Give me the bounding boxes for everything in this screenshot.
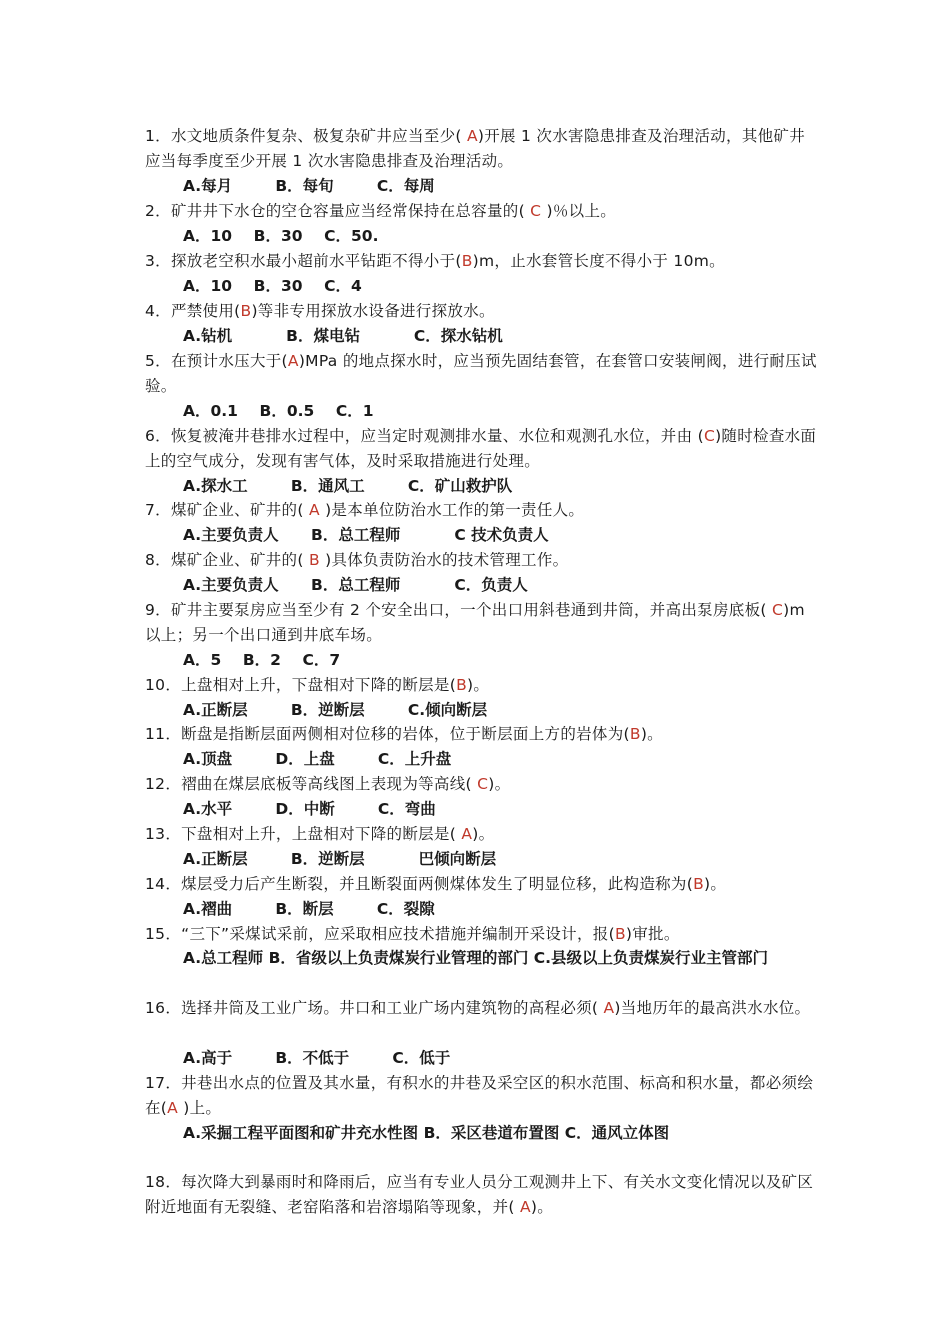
answer-12: C [477,775,489,793]
options-8: A.主要负责人 B．总工程师 C．负责人 [183,576,528,594]
question-8: 8．煤矿企业、矿井的( B )具体负责防治水的技术管理工作。 [145,551,569,569]
answer-16: A [603,999,615,1017]
question-18: 18．每次降大到暴雨时和降雨后，应当有专业人员分工观测井上下、有关水文变化情况以及矿区附近地面有无裂缝、老窑陷落和岩溶塌陷等现象，并( A)。 [145,1173,814,1216]
answer-15: B [614,925,626,943]
answer-13: A [461,825,473,843]
question-7: 7．煤矿企业、矿井的( A )是本单位防治水工作的第一责任人。 [145,501,585,519]
question-4: 4．严禁使用(B)等非专用探放水设备进行探放水。 [145,302,495,320]
question-3: 3．探放老空积水最小超前水平钻距不得小于(B)m，止水套管长度不得小于 10m。 [145,252,725,270]
question-2: 2．矿井井下水仓的空仓容量应当经常保持在总容量的( C )％以上。 [145,202,617,220]
options-14: A.褶曲 B．断层 C．裂隙 [183,900,435,918]
question-6: 6．恢复被淹井巷排水过程中，应当定时观测排水量、水位和观测孔水位，并由 (C)随时检查水面上的空气成分，发现有害气体，及时采取措施进行处理。 [145,427,817,470]
answer-8: B [308,551,320,569]
question-10: 10．上盘相对上升，下盘相对下降的断层是(B)。 [145,676,490,694]
options-15: A.总工程师 B．省级以上负责煤炭行业管理的部门 C.县级以上负责煤炭行业主管部门 [183,949,769,967]
answer-10: B [456,676,468,694]
options-13: A.正断层 B．逆断层 巴倾向断层 [183,850,497,868]
options-9: A．5 B．2 C．7 [183,651,341,669]
answer-5: A [287,352,299,370]
options-12: A.水平 D．中断 C．弯曲 [183,800,436,818]
options-2: A．10 B．30 C．50. [183,227,379,245]
question-12: 12．褶曲在煤层底板等高线图上表现为等高线( C)。 [145,775,511,793]
answer-17: A [167,1099,179,1117]
options-3: A．10 B．30 C．4 [183,277,362,295]
question-15: 15．“三下”采煤试采前，应采取相应技术措施并编制开采设计，报(B)审批。 [145,925,680,943]
question-14: 14．煤层受力后产生断裂，并且断裂面两侧煤体发生了明显位移，此构造称为(B)。 [145,875,727,893]
answer-2: C [524,202,547,220]
options-1: A.每月 B．每旬 C．每周 [183,177,435,195]
question-16: 16．选择井筒及工业广场。井口和工业广场内建筑物的高程必须( A)当地历年的最高洪水水位。 [145,999,811,1017]
question-11: 11．断盘是指断层面两侧相对位移的岩体，位于断层面上方的岩体为(B)。 [145,725,663,743]
options-7: A.主要负责人 B．总工程师 C 技术负责人 [183,526,549,544]
answer-14: B [693,875,705,893]
answer-18: A [519,1198,531,1216]
options-5: A．0.1 B．0.5 C．1 [183,402,374,420]
answer-4: B [240,302,252,320]
answer-11: B [629,725,641,743]
options-11: A.顶盘 D．上盘 C．上升盘 [183,750,452,768]
options-17: A.采掘工程平面图和矿井充水性图 B．采区巷道布置图 C．通风立体图 [183,1124,670,1142]
answer-6: C [703,427,716,445]
answer-3: B [461,252,473,270]
options-6: A.探水工 B．通风工 C．矿山救护队 [183,477,513,495]
question-17: 17．井巷出水点的位置及其水量，有积水的井巷及采空区的积水范围、标高和积水量，都必须绘在(A )上。 [145,1074,814,1117]
options-16: A.高于 B．不低于 C．低于 [183,1049,451,1067]
options-4: A.钻机 B．煤电钻 C．探水钻机 [183,327,503,345]
question-9: 9．矿井主要泵房应当至少有 2 个安全出口，一个出口用斜巷通到井筒，并高出泵房底板( C)m 以上；另一个出口通到井底车场。 [145,601,805,644]
question-1: 1．水文地质条件复杂、极复杂矿井应当至少( A)开展 1 次水害隐患排查及治理活动，其他矿井应当每季度至少开展 1 次水害隐患排查及治理活动。 [145,127,806,170]
question-13: 13．下盘相对上升，上盘相对下降的断层是( A)。 [145,825,495,843]
answer-9: C [771,601,784,619]
question-5: 5．在预计水压大于(A)MPa 的地点探水时，应当预先固结套管，在套管口安装闸阀，进行耐压试验。 [145,352,817,395]
options-10: A.正断层 B．逆断层 C.倾向断层 [183,701,488,719]
answer-7: A [308,501,320,519]
answer-1: A [461,127,478,145]
